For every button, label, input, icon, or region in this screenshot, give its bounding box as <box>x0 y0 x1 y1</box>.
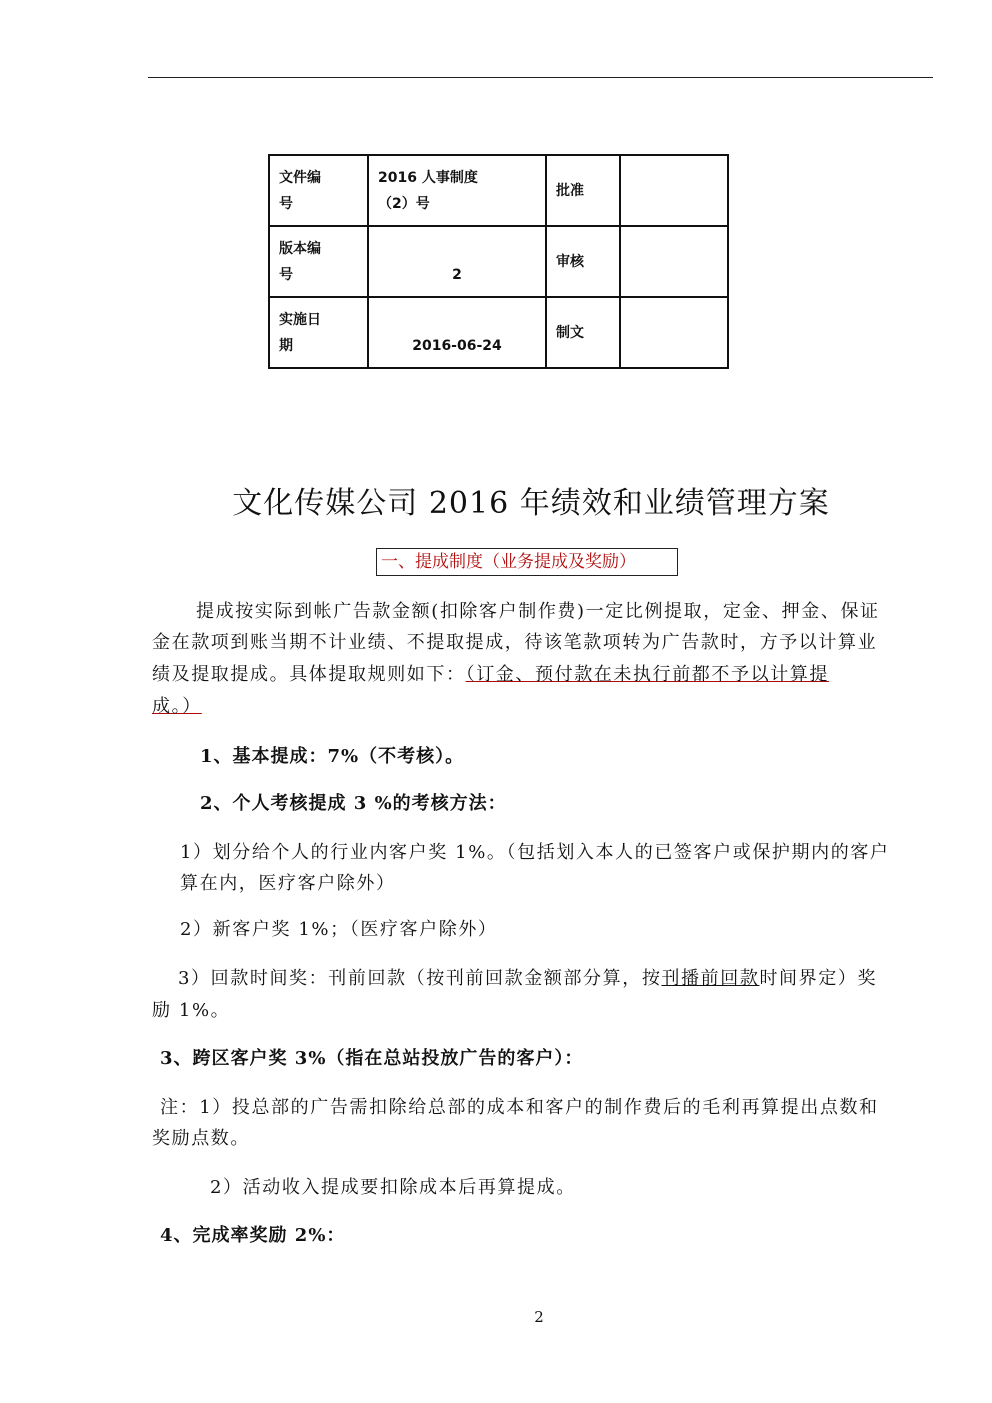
section-heading: 一、提成制度（业务提成及奖励） <box>376 548 678 576</box>
effective-date-value: 2016-06-24 <box>368 297 546 368</box>
sub-item-2: 2）新客户奖 1%；（医疗客户除外） <box>180 919 498 940</box>
item-cross-region: 3、跨区客户奖 3%（指在总站投放广告的客户）： <box>160 1048 584 1069</box>
intro-paragraph-line <box>152 691 202 722</box>
underlined-note: （订金、预付款在未执行前都不予以计算提 <box>465 664 830 685</box>
approve-label: 批准 <box>546 155 620 226</box>
underlined-note: 成。） <box>152 696 202 717</box>
table-row <box>269 155 728 226</box>
sub-item-1-line: 算在内，医疗客户除外） <box>180 873 396 894</box>
table-row <box>269 297 728 368</box>
item-completion-rate: 4、完成率奖励 2%： <box>160 1225 346 1246</box>
note-2: 2）活动收入提成要扣除成本后再算提成。 <box>210 1177 576 1198</box>
review-label: 审核 <box>546 226 620 297</box>
drafted-label: 制文 <box>546 297 620 368</box>
review-value <box>620 226 728 297</box>
underlined-term: 刊播前回款 <box>661 968 760 989</box>
intro-paragraph-line: 金在款项到账当期不计业绩、不提取提成，待该笔款项转为广告款时，方予以计算业 <box>152 632 878 653</box>
file-number-label: 文件编 号 <box>269 155 368 226</box>
document-title: 文化传媒公司 2016 年绩效和业绩管理方案 <box>232 486 830 521</box>
sub-item-1-line: 1）划分给个人的行业内客户奖 1%。（包括划入本人的已签客户或保护期内的客户 <box>180 842 890 863</box>
drafted-value <box>620 297 728 368</box>
page-number: 2 <box>534 1308 544 1326</box>
item-basic-commission: 1、基本提成：7%（不考核）。 <box>200 746 465 767</box>
note-line: 注：1）投总部的广告需扣除给总部的成本和客户的制作费后的毛利再算提出点数和 <box>160 1097 879 1118</box>
approve-value <box>620 155 728 226</box>
header-rule <box>148 77 933 78</box>
intro-paragraph-line: 提成按实际到帐广告款金额(扣除客户制作费)一定比例提取，定金、押金、保证 <box>196 601 880 622</box>
sub-item-3-line: 3）回款时间奖：刊前回款（按刊前回款金额部分算，按刊播前回款时间界定）奖 <box>178 968 878 989</box>
effective-date-label: 实施日 期 <box>269 297 368 368</box>
file-number-value: 2016 人事制度 （2）号 <box>368 155 546 226</box>
sub-item-3-line: 励 1%。 <box>152 1000 231 1021</box>
table-row <box>269 226 728 297</box>
document-control-table <box>268 154 729 369</box>
item-personal-assessment: 2、个人考核提成 3 %的考核方法： <box>200 793 507 814</box>
version-number-label: 版本编 号 <box>269 226 368 297</box>
version-number-value: 2 <box>368 226 546 297</box>
note-line: 奖励点数。 <box>152 1128 250 1149</box>
intro-paragraph-line: 绩及提取提成。具体提取规则如下：（订金、预付款在未执行前都不予以计算提 <box>152 664 830 685</box>
